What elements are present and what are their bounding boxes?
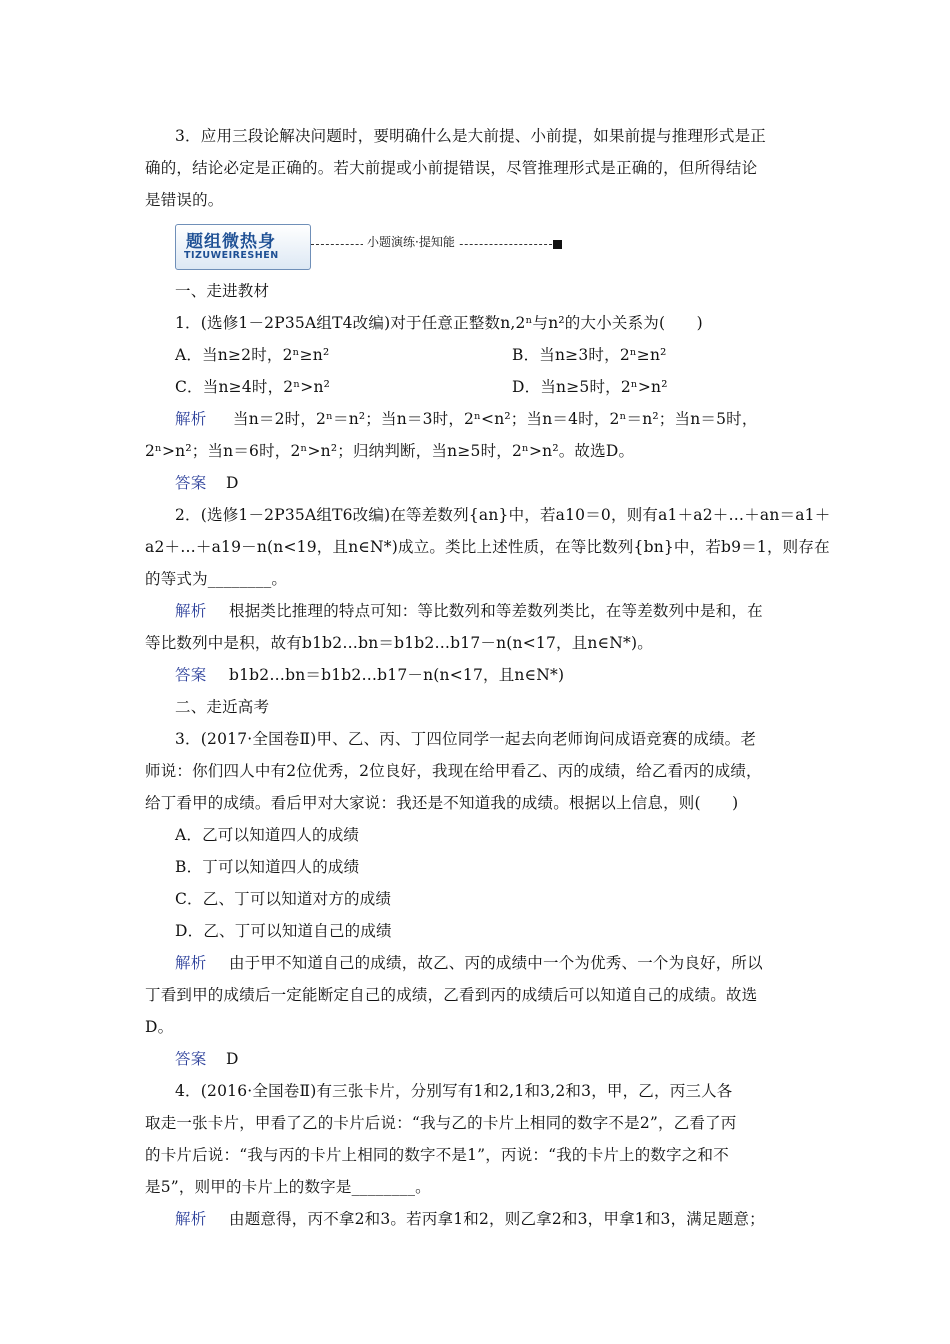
q3-option-c: C．乙、丁可以知道对方的成绩: [175, 890, 392, 908]
section-heading-1: 一、走进教材: [175, 282, 270, 300]
q1-stem: 1．(选修1－2P35A组T4改编)对于任意正整数n,2ⁿ与n²的大小关系为( ): [175, 314, 703, 332]
q3-jiexi-label: 解析: [175, 954, 207, 972]
banner-end-square-icon: [553, 240, 562, 249]
q4-stem-line-4: 是5”，则甲的卡片上的数字是________。: [145, 1178, 431, 1196]
q1-answer-label: 答案: [175, 474, 207, 492]
q4-jiexi-line-1: 由题意得，丙不拿2和3。若丙拿1和2，则乙拿2和3，甲拿1和3，满足题意；: [229, 1210, 765, 1228]
q3-answer: D: [226, 1050, 239, 1068]
q3-option-b: B．丁可以知道四人的成绩: [175, 858, 360, 876]
q3-jiexi-line-3: D。: [145, 1018, 174, 1036]
section-banner: [173, 222, 565, 272]
paragraph-3-line-2: 确的，结论必定是正确的。若大前提或小前提错误，尽管推理形式是正确的，但所得结论: [145, 159, 758, 177]
q1-option-b: B．当n≥3时，2ⁿ≥n²: [512, 346, 667, 364]
q2-stem-line-2: a2＋…＋a19－n(n<19，且n∈N*)成立。类比上述性质，在等比数列{bn}中，若b9＝1，则存在: [145, 538, 830, 556]
banner-tag: [175, 224, 311, 270]
q1-jiexi-line-1: 当n＝2时，2ⁿ＝n²；当n＝3时，2ⁿ<n²；当n＝4时，2ⁿ＝n²；当n＝5时，: [233, 410, 758, 428]
q3-stem-line-2: 师说：你们四人中有2位优秀，2位良好，我现在给甲看乙、丙的成绩，给乙看丙的成绩，: [145, 762, 762, 780]
q2-jiexi-line-2: 等比数列中是积，故有b1b2…bn＝b1b2…b17－n(n<17，且n∈N*)。: [145, 634, 653, 652]
q1-option-d: D．当n≥5时，2ⁿ>n²: [512, 378, 668, 396]
q1-answer: D: [226, 474, 239, 492]
q3-option-a: A．乙可以知道四人的成绩: [175, 826, 360, 844]
q3-jiexi-line-1: 由于甲不知道自己的成绩，故乙、丙的成绩中一个为优秀、一个为良好，所以: [229, 954, 763, 972]
q4-stem-line-3: 的卡片后说：“我与丙的卡片上相同的数字不是1”，丙说：“我的卡片上的数字之和不: [145, 1146, 729, 1164]
q2-jiexi-line-1: 根据类比推理的特点可知：等比数列和等差数列类比，在等差数列中是和，在: [229, 602, 763, 620]
q2-stem-line-3: 的等式为________。: [145, 570, 288, 588]
paragraph-3-line-3: 是错误的。: [145, 191, 224, 209]
q4-stem-line-1: 4．(2016·全国卷Ⅱ)有三张卡片，分别写有1和2,1和3,2和3，甲，乙，丙三人各: [175, 1082, 733, 1100]
q2-stem-line-1: 2．(选修1－2P35A组T6改编)在等差数列{an}中，若a10＝0，则有a1＋a2＋…＋an＝a1＋: [175, 506, 831, 524]
banner-title: 题组微热身: [186, 232, 276, 252]
paragraph-3-line-1: 3．应用三段论解决问题时，要明确什么是大前提、小前提，如果前提与推理形式是正: [175, 127, 766, 145]
q1-option-a: A．当n≥2时，2ⁿ≥n²: [175, 346, 330, 364]
q3-answer-label: 答案: [175, 1050, 207, 1068]
q1-option-c: C．当n≥4时，2ⁿ>n²: [175, 378, 331, 396]
q4-jiexi-label: 解析: [175, 1210, 207, 1228]
q3-option-d: D．乙、丁可以知道自己的成绩: [175, 922, 392, 940]
section-heading-2: 二、走近高考: [175, 698, 270, 716]
q2-jiexi-label: 解析: [175, 602, 207, 620]
banner-subtitle: TIZUWEIRESHEN: [184, 250, 279, 261]
q3-stem-line-1: 3．(2017·全国卷Ⅱ)甲、乙、丙、丁四位同学一起去向老师询问成语竞赛的成绩。老: [175, 730, 757, 748]
q3-stem-line-3: 给丁看甲的成绩。看后甲对大家说：我还是不知道我的成绩。根据以上信息，则( ): [145, 794, 739, 812]
q3-jiexi-line-2: 丁看到甲的成绩后一定能断定自己的成绩，乙看到丙的成绩后可以知道自己的成绩。故选: [145, 986, 758, 1004]
q2-answer-label: 答案: [175, 666, 207, 684]
q4-stem-line-2: 取走一张卡片，甲看了乙的卡片后说：“我与乙的卡片上相同的数字不是2”，乙看了丙: [145, 1114, 737, 1132]
banner-label: 小题演练·提知能: [363, 233, 459, 250]
q2-answer: b1b2…bn＝b1b2…b17－n(n<17，且n∈N*): [229, 666, 565, 684]
q1-jiexi-line-2: 2ⁿ>n²；当n＝6时，2ⁿ>n²；归纳判断，当n≥5时，2ⁿ>n²。故选D。: [145, 442, 635, 460]
q1-jiexi-label: 解析: [175, 410, 207, 428]
